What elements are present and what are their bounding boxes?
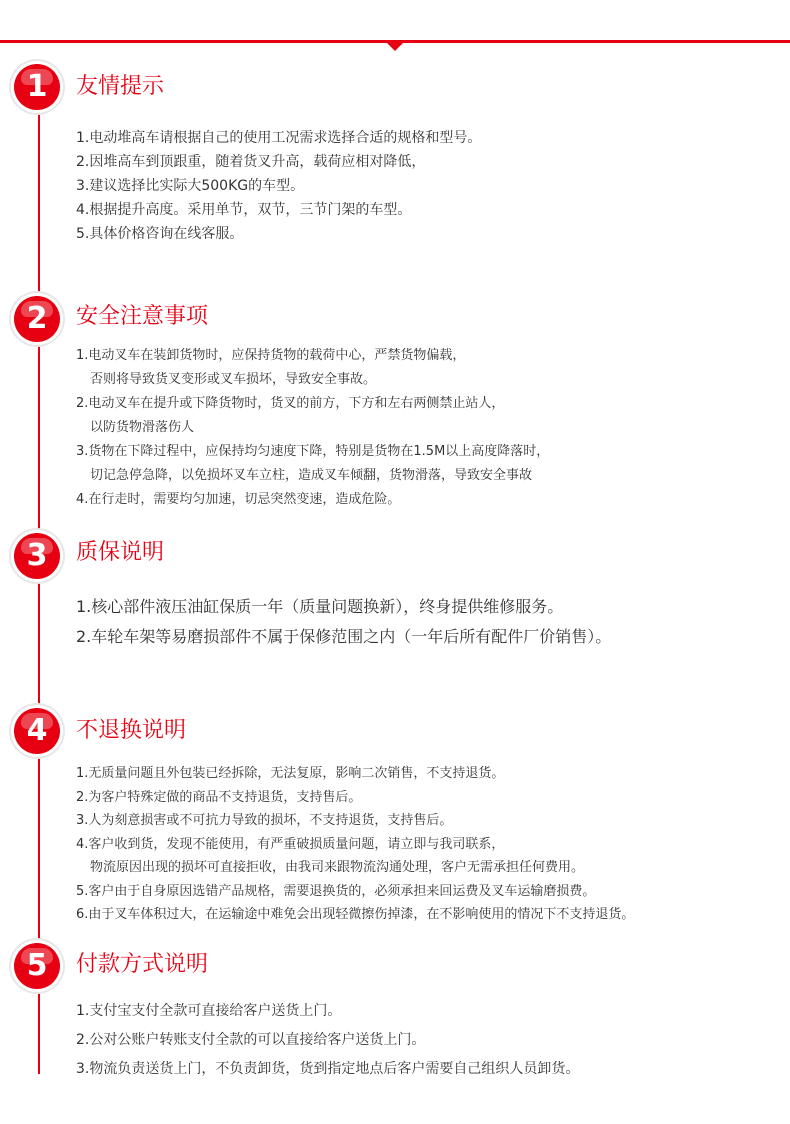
list-item-continuation: 物流原因出现的损坏可直接拒收，由我司来跟物流沟通处理，客户无需承担任何费用。 [90, 860, 585, 875]
list-item: 3.人为刻意损害或不可抗力导致的损坏，不支持退货，支持售后。 [76, 813, 453, 828]
section-list [76, 762, 634, 927]
section-number-badge [14, 64, 60, 110]
list-item: 3.货物在下降过程中，应保持均匀速度下降，特别是货物在1.5M以上高度降落时， [76, 444, 550, 459]
list-item: 3.物流负责送货上门，不负责卸货，货到指定地点后客户需要自己组织人员卸货。 [76, 1061, 580, 1077]
list-item: 2.因堆高车到顶跟重，随着货叉升高，载荷应相对降低， [76, 154, 426, 170]
list-item-continuation: 以防货物滑落伤人 [90, 420, 195, 435]
section-number: 1 [26, 69, 48, 104]
list-item: 2.公对公账户转账支付全款的可以直接给客户送货上门。 [76, 1032, 426, 1048]
divider-notch [386, 42, 404, 51]
section-title: 安全注意事项 [76, 304, 209, 329]
section-number: 5 [26, 948, 48, 983]
list-item: 2.电动叉车在提升或下降货物时，货叉的前方，下方和左右两侧禁止站人， [76, 396, 505, 411]
list-item: 2.为客户特殊定做的商品不支持退货，支持售后。 [76, 789, 362, 805]
section-title: 质保说明 [76, 540, 165, 565]
list-item: 3.建议选择比实际大500KG的车型。 [76, 178, 305, 194]
section-number-badge [14, 943, 60, 989]
list-item: 1.核心部件液压油缸保质一年（质量问题换新），终身提供维修服务。 [76, 597, 564, 616]
section-list [76, 997, 579, 1084]
list-item: 1.支付宝支付全款可直接给客户送货上门。 [76, 1003, 342, 1019]
section-list [76, 344, 549, 512]
section-title: 友情提示 [76, 74, 165, 99]
section-number-badge [14, 296, 60, 342]
list-item-continuation: 切记急停急降，以免损坏叉车立柱，造成叉车倾翻，货物滑落，导致安全事故 [90, 468, 533, 483]
list-item: 2.车轮车架等易磨损部件不属于保修范围之内（一年后所有配件厂价销售）。 [76, 627, 612, 646]
section-number: 4 [26, 713, 48, 748]
section-number: 2 [26, 301, 48, 336]
list-item-continuation: 否则将导致货叉变形或叉车损坏，导致安全事故。 [90, 372, 377, 387]
list-item: 1.电动堆高车请根据自己的使用工况需求选择合适的规格和型号。 [76, 130, 482, 146]
list-item: 4.根据提升高度。采用单节，双节，三节门架的车型。 [76, 202, 412, 218]
list-item: 5.具体价格咨询在线客服。 [76, 226, 244, 242]
section-number-badge [14, 708, 60, 754]
section-number: 3 [26, 538, 48, 573]
list-item: 5.客户由于自身原因选错产品规格，需要退换货的，必须承担来回运费及叉车运输磨损费。 [76, 883, 596, 899]
section-title: 付款方式说明 [76, 952, 209, 977]
section-list [76, 592, 611, 652]
timeline-line [38, 88, 40, 1074]
list-item: 1.电动叉车在装卸货物时，应保持货物的载荷中心，严禁货物偏载， [76, 348, 466, 363]
section-title: 不退换说明 [76, 718, 187, 743]
section-number-badge [14, 533, 60, 579]
list-item: 6.由于叉车体积过大，在运输途中难免会出现轻微擦伤掉漆，在不影响使用的情况下不支持退货。 [76, 907, 635, 922]
list-item: 1.无质量问题且外包装已经拆除，无法复原，影响二次销售，不支持退货。 [76, 766, 505, 781]
list-item: 4.客户收到货，发现不能使用，有严重破损质量问题，请立即与我司联系， [76, 836, 505, 852]
section-list [76, 126, 481, 246]
list-item: 4.在行走时，需要均匀加速，切忌突然变速，造成危险。 [76, 492, 401, 507]
